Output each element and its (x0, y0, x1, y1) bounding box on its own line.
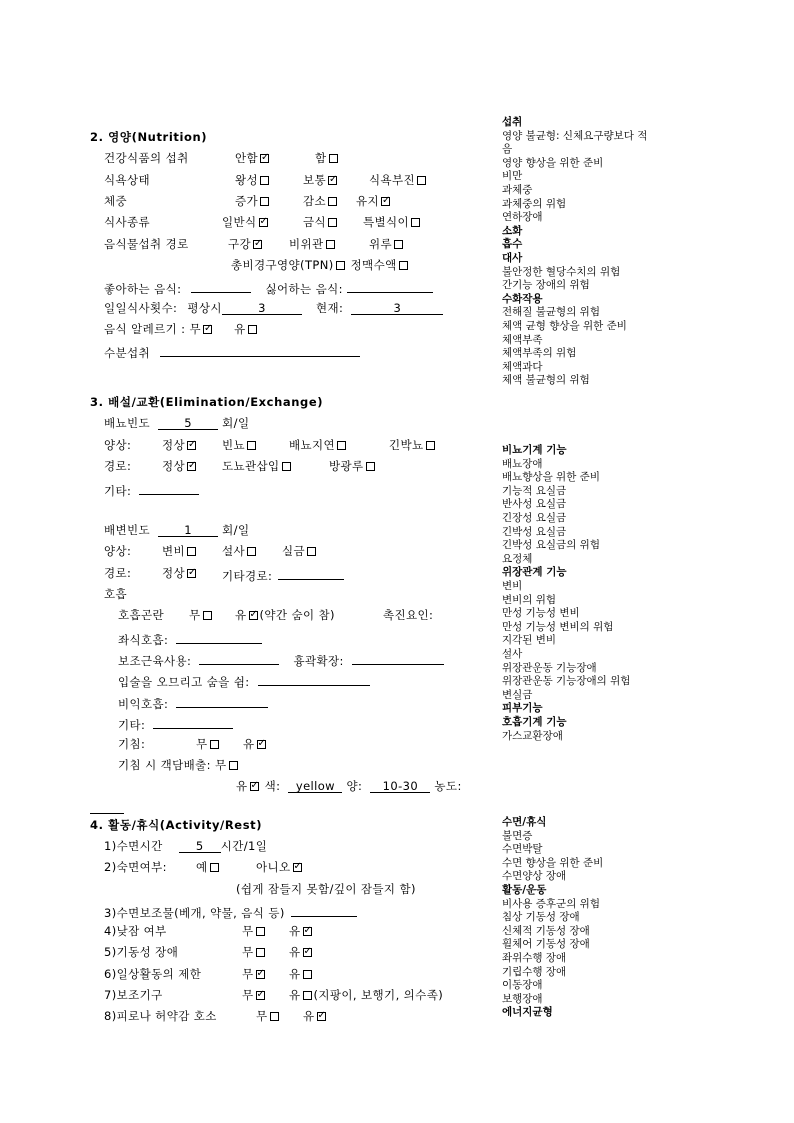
field-label: 평상시 (187, 301, 222, 315)
option-label: 빈뇨 (222, 438, 246, 452)
diagnosis-category: 대사 (502, 252, 523, 264)
option-label: 유 (236, 779, 248, 793)
option-label: 설사 (222, 544, 246, 558)
diagnosis-item: 배뇨장애 (502, 457, 543, 470)
field-label: 음식 알레르기 : (104, 322, 186, 336)
checkbox[interactable] (260, 197, 269, 206)
checkbox[interactable] (247, 547, 256, 556)
option-label: 금식 (303, 215, 327, 229)
checkbox[interactable] (303, 991, 312, 1000)
likes-input[interactable] (191, 279, 251, 293)
option-label: 유 (289, 988, 301, 1002)
diagnosis-item: 과체중 (502, 184, 533, 196)
stool-freq-row (104, 523, 249, 537)
option-label: 도뇨관삽입 (222, 459, 280, 473)
checkbox-checked[interactable] (328, 176, 337, 185)
sputum-row (118, 758, 240, 772)
field-label: 흉곽확장: (293, 654, 344, 668)
checkbox[interactable] (247, 441, 256, 450)
diagnosis-item: 수면양상 장애 (502, 870, 567, 883)
diagnosis-category: 위장관계 기능 (502, 566, 567, 579)
checkbox[interactable] (394, 240, 403, 249)
diagnosis-item: 불안정한 혈당수치의 위험 (502, 265, 621, 278)
diagnosis-item: 변비 (502, 580, 523, 592)
checkbox[interactable] (417, 176, 426, 185)
field-label: 음식물섭취 경로 (104, 237, 189, 251)
urine-route-row (104, 459, 364, 473)
diagnosis-item: 변실금 (502, 688, 533, 701)
checkbox-checked[interactable] (260, 154, 269, 163)
field-label: 배변빈도 (104, 523, 151, 537)
sleep-time-input[interactable]: 5 (179, 839, 221, 853)
route-row-2 (231, 258, 410, 272)
option-label: 왕성 (235, 173, 259, 187)
diagnosis-category: 흡수 (502, 238, 523, 251)
diagnosis-item: 침상 기동성 장애 (502, 911, 580, 924)
option-label: 배뇨지연 (289, 438, 336, 452)
diagnosis-item: 위장관운동 기능장애 (502, 661, 597, 674)
diagnosis-category: 수화작용 (502, 292, 543, 305)
route-row (104, 237, 393, 251)
checkbox[interactable] (282, 462, 291, 471)
diagnosis-item: 위장관운동 기능장애의 위험 (502, 675, 631, 688)
field-label: 3)수면보조물(베개, 약물, 음식 등) (104, 906, 285, 920)
sleep-aid-input[interactable] (291, 903, 357, 917)
chest-input[interactable] (352, 651, 444, 665)
urine-other-input[interactable] (139, 481, 199, 495)
diagnosis-item: 연하장애 (502, 211, 543, 224)
dislikes-input[interactable] (347, 279, 433, 293)
option-label: 무 (189, 608, 201, 622)
healthy-food-row (104, 151, 327, 165)
sputum-color-input[interactable]: yellow (288, 779, 342, 793)
current-meals-input[interactable]: 3 (351, 301, 443, 315)
pursed-input[interactable] (258, 672, 370, 686)
diagnosis-item: 만성 기능성 변비의 위험 (502, 620, 614, 633)
diagnosis-item: 영양 불균형: 신체요구량보다 적 (502, 129, 648, 142)
diagnosis-item: 휠체어 기동성 장애 (502, 938, 590, 951)
option-label: 보통 (303, 173, 327, 187)
field-label: 6)일상활동의 제한 (104, 967, 202, 981)
checkbox[interactable] (256, 948, 265, 957)
diagnosis-item: 긴장성 요실금 (502, 512, 567, 524)
allergy-row (104, 322, 259, 336)
diagnosis-item: 반사성 요실금 (502, 498, 567, 511)
diagnosis-item: 간기능 장애의 위험 (502, 279, 590, 292)
option-label: 무 (215, 758, 227, 772)
option-label: 총비경구영양(TPN) (231, 258, 334, 272)
nasal-row (118, 694, 268, 711)
checkbox[interactable] (210, 740, 219, 749)
checkbox[interactable] (326, 240, 335, 249)
accessory-input[interactable] (199, 651, 279, 665)
checkbox-checked[interactable] (256, 970, 265, 979)
urine-shape-row (104, 438, 424, 452)
nap-row (104, 924, 301, 938)
diagnosis-category: 호흡기계 기능 (502, 716, 567, 728)
field-label: 양상: (104, 438, 132, 452)
adl-row (104, 967, 301, 981)
accessory-row (118, 651, 444, 668)
field-label: 7)보조기구 (104, 988, 163, 1002)
field-label: 양상: (104, 544, 132, 558)
checkbox-checked[interactable] (253, 240, 262, 249)
diagnosis-item: 비사용 증후군의 위험 (502, 897, 600, 910)
field-label: 기침 시 객담배출: (118, 758, 211, 772)
field-label: 8)피로나 허약감 호소 (104, 1009, 217, 1023)
sleep-aid-row (104, 903, 357, 920)
unit-label: 시간/1일 (220, 839, 268, 853)
field-label: 1)수면시간 (104, 839, 163, 853)
weight-row (104, 194, 380, 208)
option-label: 위루 (369, 237, 393, 251)
option-label: 유 (243, 737, 255, 751)
diagnosis-category: 피부기능 (502, 702, 543, 715)
checkbox[interactable] (328, 197, 337, 206)
unit-label: 회/일 (222, 523, 250, 537)
checkbox-checked[interactable] (257, 740, 266, 749)
option-label: 유 (289, 945, 301, 959)
resp-label: 호흡 (104, 587, 128, 601)
checkbox-checked[interactable] (256, 991, 265, 1000)
section-elimination-title: 3. 배설/교환(Elimination/Exchange) (90, 395, 324, 409)
diagnosis-item: 설사 (502, 648, 523, 660)
nasal-input[interactable] (176, 694, 268, 708)
checkbox[interactable] (229, 761, 238, 770)
checkbox-checked[interactable] (203, 325, 212, 334)
checkbox[interactable] (366, 462, 375, 471)
diagnosis-item: 지각된 변비 (502, 634, 557, 647)
field-label: 보조근육사용: (118, 654, 192, 668)
device-note: (지팡이, 보행기, 의수족) (313, 988, 444, 1002)
diagnosis-item: 체액부족의 위험 (502, 347, 577, 360)
fatigue-row (104, 1009, 315, 1023)
diagnosis-category: 섭취 (502, 116, 523, 128)
field-label: 식욕상태 (104, 173, 151, 187)
field-label: 배뇨빈도 (104, 416, 151, 430)
option-label: 정상 (162, 566, 186, 580)
option-label: 변비 (162, 544, 186, 558)
section-activity-title: 4. 활동/휴식(Activity/Rest) (90, 818, 263, 832)
option-label: 유 (303, 1009, 315, 1023)
field-label: 싫어하는 음식: (265, 282, 343, 296)
diagnosis-item: 기능적 요실금 (502, 484, 567, 497)
diagnosis-item: 배뇨향상을 위한 준비 (502, 471, 600, 484)
diagnosis-item: 요정체 (502, 552, 533, 565)
diagnosis-item: 변비의 위험 (502, 593, 557, 606)
option-label: 식욕부진 (369, 173, 416, 187)
orthopnea-input[interactable] (176, 630, 262, 644)
option-label: 유 (289, 967, 301, 981)
field-label: 기침: (118, 737, 146, 751)
option-label: 아니오 (256, 860, 291, 874)
option-label: 감소 (303, 194, 327, 208)
section-nutrition-title: 2. 영양(Nutrition) (90, 130, 208, 144)
option-label: 무 (242, 967, 254, 981)
diagnosis-item: 음 (502, 143, 513, 156)
checkbox[interactable] (336, 261, 345, 270)
checkbox[interactable] (307, 547, 316, 556)
diagnosis-item: 좌위수행 장애 (502, 952, 567, 964)
field-label: 체중 (104, 194, 128, 208)
field-label: 5)기동성 장애 (104, 945, 179, 959)
checkbox[interactable] (260, 176, 269, 185)
pursed-row (118, 672, 370, 689)
usual-meals-input[interactable]: 3 (222, 301, 302, 315)
diagnosis-category: 수면/휴식 (502, 816, 547, 828)
field-label: 기타: (118, 718, 146, 732)
checkbox-checked[interactable] (293, 863, 302, 872)
urine-other-row (104, 481, 199, 498)
likes-row (104, 279, 433, 296)
option-label: 무 (242, 945, 254, 959)
unit-label: 회/일 (222, 416, 250, 430)
mobility-row (104, 945, 301, 959)
checkbox[interactable] (337, 441, 346, 450)
option-label: 방광루 (329, 459, 364, 473)
field-label: 수분섭취 (104, 346, 151, 360)
diagnosis-item: 긴박성 요실금의 위험 (502, 539, 600, 552)
checkbox[interactable] (426, 441, 435, 450)
sleep-time-row (104, 839, 267, 853)
diagnosis-item: 수면 향상을 위한 준비 (502, 856, 604, 869)
option-label: 유 (289, 924, 301, 938)
option-label: 예 (196, 860, 208, 874)
water-row (104, 343, 360, 360)
diagnosis-item: 수면박탈 (502, 843, 543, 856)
diagnosis-item: 긴박성 요실금 (502, 525, 567, 538)
checkbox[interactable] (329, 154, 338, 163)
checkbox[interactable] (248, 325, 257, 334)
field-label: 기타: (104, 484, 132, 498)
option-label: 유지 (356, 194, 380, 208)
diagnosis-item: 신체적 기동성 장애 (502, 924, 590, 937)
option-label: 무 (242, 988, 254, 1002)
option-label: 비위관 (289, 237, 324, 251)
option-label: 무 (196, 737, 208, 751)
diagnosis-item: 전해질 불균형의 위험 (502, 306, 600, 319)
field-label: 현재: (315, 301, 344, 315)
option-label: 기타경로: (222, 569, 273, 583)
stool-shape-row (104, 544, 306, 558)
option-label: 정상 (162, 459, 186, 473)
checkbox-checked[interactable] (187, 462, 196, 471)
checkbox-checked[interactable] (303, 948, 312, 957)
checkbox-checked[interactable] (187, 441, 196, 450)
meals-row (104, 301, 443, 315)
checkbox[interactable] (328, 218, 337, 227)
sputum-amount-input[interactable]: 10-30 (370, 779, 430, 793)
diagnosis-item: 비만 (502, 170, 523, 183)
option-label: 무 (256, 1009, 268, 1023)
diagnosis-item: 만성 기능성 변비 (502, 607, 580, 620)
diagnosis-category: 에너지균형 (502, 1006, 553, 1019)
checkbox[interactable] (210, 863, 219, 872)
option-label: 무 (189, 322, 202, 336)
option-label: 실금 (282, 544, 306, 558)
checkbox-checked[interactable] (249, 611, 258, 620)
checkbox[interactable] (270, 1012, 279, 1021)
urine-freq-input[interactable]: 5 (158, 416, 218, 430)
field-label: 좌식호흡: (118, 633, 169, 647)
field-label: 경로: (104, 566, 132, 580)
field-label: 4)낮잠 여부 (104, 924, 167, 938)
diagnosis-item: 가스교환장애 (502, 729, 563, 742)
checkbox[interactable] (411, 218, 420, 227)
checkbox[interactable] (203, 611, 212, 620)
field-label: 식사종류 (104, 215, 151, 229)
dyspnea-row (118, 608, 434, 622)
sputum-detail-row (236, 779, 462, 793)
orthopnea-row (118, 630, 262, 647)
diagnosis-category: 소화 (502, 224, 523, 237)
stool-freq-input[interactable]: 1 (158, 523, 218, 537)
water-input[interactable] (160, 343, 360, 357)
sleep-ok-row (104, 860, 291, 874)
diagnosis-item: 체액 불균형의 위험 (502, 374, 590, 387)
urine-freq-row (104, 416, 249, 430)
checkbox-checked[interactable] (259, 218, 268, 227)
field-label: 2)숙면여부: (104, 860, 167, 874)
option-label: 안함 (235, 151, 259, 165)
option-label: 구강 (228, 237, 252, 251)
field-label: 비익호흡: (118, 697, 169, 711)
option-label: 정맥수액 (350, 258, 397, 272)
field-label: 일일식사횟수: (104, 301, 178, 315)
diagnosis-item: 기립수행 장애 (502, 965, 567, 978)
field-label: 입술을 오므리고 숨을 쉼: (118, 675, 250, 689)
diagnosis-item: 이동장애 (502, 979, 543, 992)
diagnosis-item: 영양 향상을 위한 준비 (502, 156, 604, 169)
checkbox-checked[interactable] (317, 1012, 326, 1021)
diagnosis-item: 불면증 (502, 829, 533, 842)
field-label: 좋아하는 음식: (104, 282, 182, 296)
field-label: 호흡곤란 (118, 608, 165, 622)
checkbox-checked[interactable] (381, 197, 390, 206)
density-continuation-line[interactable] (90, 813, 124, 814)
checkbox[interactable] (303, 970, 312, 979)
checkbox[interactable] (187, 547, 196, 556)
dyspnea-note: (약간 숨이 참) (259, 608, 335, 622)
resp-other-input[interactable] (153, 715, 233, 729)
diagnosis-item: 체액 균형 향상을 위한 준비 (502, 320, 627, 332)
option-label: 긴박뇨 (389, 438, 424, 452)
stool-route-row (104, 566, 273, 583)
diagnosis-category: 비뇨기계 기능 (502, 444, 567, 456)
checkbox[interactable] (256, 927, 265, 936)
option-label: 증가 (235, 194, 259, 208)
device-row (104, 988, 444, 1002)
option-label: 함 (315, 151, 327, 165)
diagnosis-item: 체액과다 (502, 360, 543, 373)
option-label: 특별식이 (363, 215, 410, 229)
diagnosis-item: 과체중의 위험 (502, 197, 567, 210)
option-label: 무 (242, 924, 254, 938)
checkbox-checked[interactable] (187, 569, 196, 578)
option-label: 일반식 (222, 215, 257, 229)
field-label: 색: (264, 779, 281, 793)
field-label: 농도: (434, 779, 462, 793)
resp-other-row (118, 715, 233, 732)
diet-type-row (104, 215, 410, 229)
option-label: 유 (235, 608, 247, 622)
diagnosis-item: 체액부족 (502, 333, 543, 346)
appetite-row (104, 173, 416, 187)
diagnosis-item: 보행장애 (502, 992, 543, 1005)
checkbox-checked[interactable] (303, 927, 312, 936)
option-label: 유 (234, 322, 246, 336)
checkbox-checked[interactable] (250, 782, 259, 791)
option-label: 정상 (162, 438, 186, 452)
field-label: 양: (346, 779, 363, 793)
sleep-note: (쉽게 잠들지 못함/깊이 잠들지 함) (236, 882, 416, 896)
cough-row (118, 737, 255, 751)
field-label: 경로: (104, 459, 132, 473)
diagnosis-category: 활동/운동 (502, 884, 547, 896)
field-label: 건강식품의 섭취 (104, 151, 189, 165)
checkbox[interactable] (399, 261, 408, 270)
stool-route-other-input[interactable] (278, 566, 344, 580)
field-label: 촉진요인: (383, 608, 434, 622)
